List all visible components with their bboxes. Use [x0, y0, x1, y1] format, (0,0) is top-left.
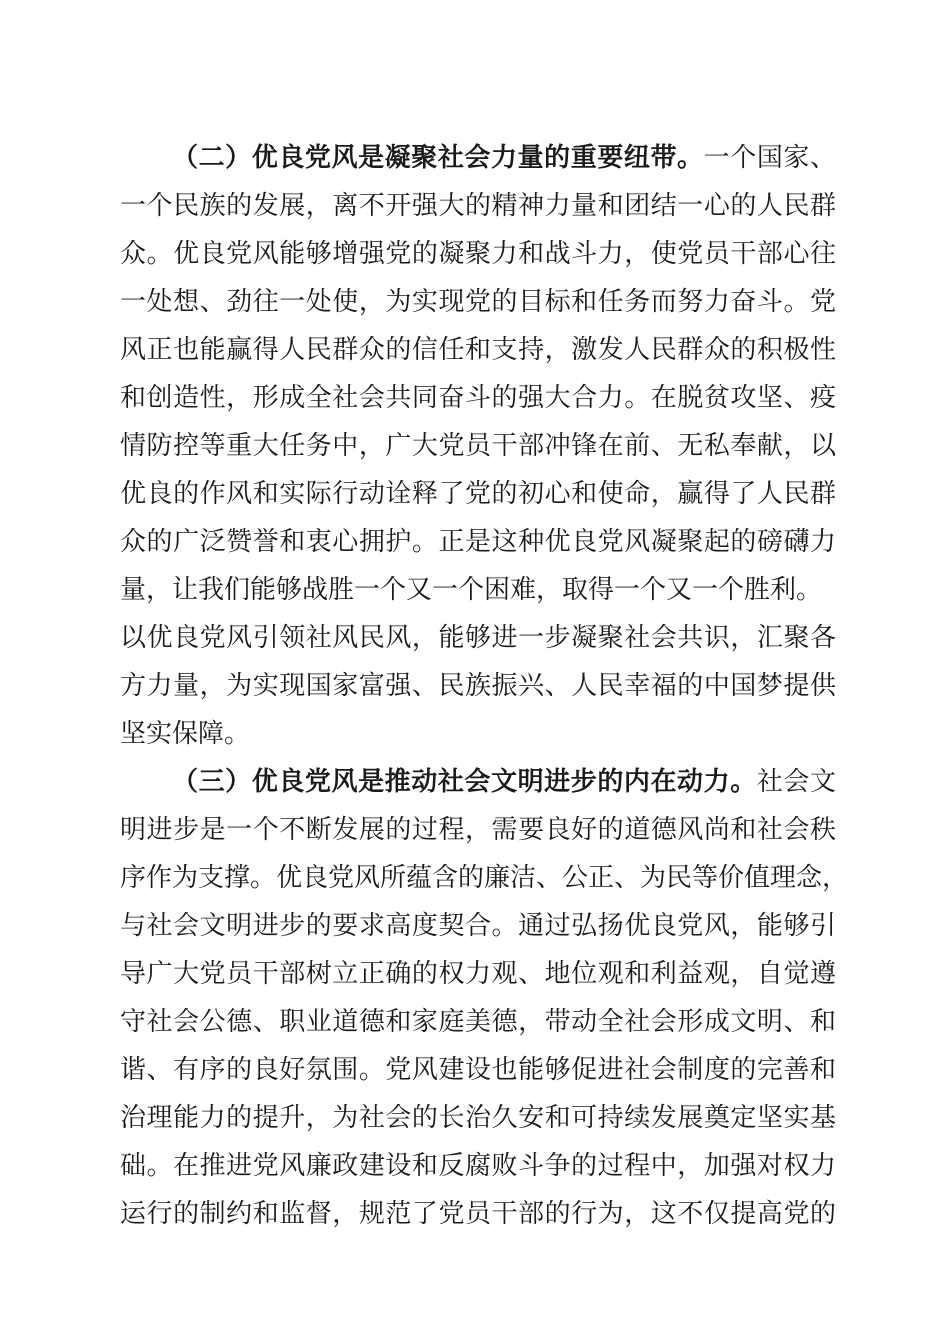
section-heading: （二）优良党风是凝聚社会力量的重要纽带。 [172, 143, 704, 173]
paragraph-2 [120, 134, 836, 758]
text-line: 谐、有序的良好氛围。党风建设也能够促进社会制度的完善和 [120, 1055, 836, 1085]
document-body [120, 134, 849, 1238]
text-line: 量，让我们能够战胜一个又一个困难，取得一个又一个胜利。 [120, 575, 823, 605]
text-line: 众。优良党风能够增强党的凝聚力和战斗力，使党员干部心往 [120, 239, 836, 269]
text-line: 明进步是一个不断发展的过程，需要良好的道德风尚和社会秩 [120, 815, 836, 845]
text-line: 守社会公德、职业道德和家庭美德，带动全社会形成文明、和 [120, 1007, 836, 1037]
text-line: 方力量，为实现国家富强、民族振兴、人民幸福的中国梦提供 [120, 671, 836, 701]
section-heading: （三）优良党风是推动社会文明进步的内在动力。 [172, 767, 757, 797]
body-text-span: 社会文 [756, 767, 836, 797]
text-line: 众的广泛赞誉和衷心拥护。正是这种优良党风凝聚起的磅礴力 [120, 527, 836, 557]
text-line: 与社会文明进步的要求高度契合。通过弘扬优良党风，能够引 [120, 911, 836, 941]
text-line: 治理能力的提升，为社会的长治久安和可持续发展奠定坚实基 [120, 1103, 836, 1133]
text-line: 风正也能赢得人民群众的信任和支持，激发人民群众的积极性 [120, 335, 836, 365]
paragraph-first-line [120, 758, 836, 806]
text-line: 一处想、劲往一处使，为实现党的目标和任务而努力奋斗。党 [120, 287, 836, 317]
text-line: 坚实保障。 [120, 719, 251, 749]
text-line: 优良的作风和实际行动诠释了党的初心和使命，赢得了人民群 [120, 479, 836, 509]
text-line: 导广大党员干部树立正确的权力观、地位观和利益观，自觉遵 [120, 959, 836, 989]
text-line: 序作为支撑。优良党风所蕴含的廉洁、公正、为民等价值理念， [120, 863, 849, 893]
text-line: 和创造性，形成全社会共同奋斗的强大合力。在脱贫攻坚、疫 [120, 383, 836, 413]
text-line: 础。在推进党风廉政建设和反腐败斗争的过程中，加强对权力 [120, 1151, 836, 1181]
body-text-span: 一个国家、 [703, 143, 836, 173]
text-line: 情防控等重大任务中，广大党员干部冲锋在前、无私奉献，以 [120, 431, 836, 461]
text-line: 运行的制约和监督，规范了党员干部的行为，这不仅提高党的 [120, 1199, 836, 1229]
paragraph-first-line [120, 134, 836, 182]
text-line: 以优良党风引领社风民风，能够进一步凝聚社会共识，汇聚各 [120, 623, 836, 653]
paragraph-3 [120, 758, 849, 1238]
text-line: 一个民族的发展，离不开强大的精神力量和团结一心的人民群 [120, 191, 836, 221]
